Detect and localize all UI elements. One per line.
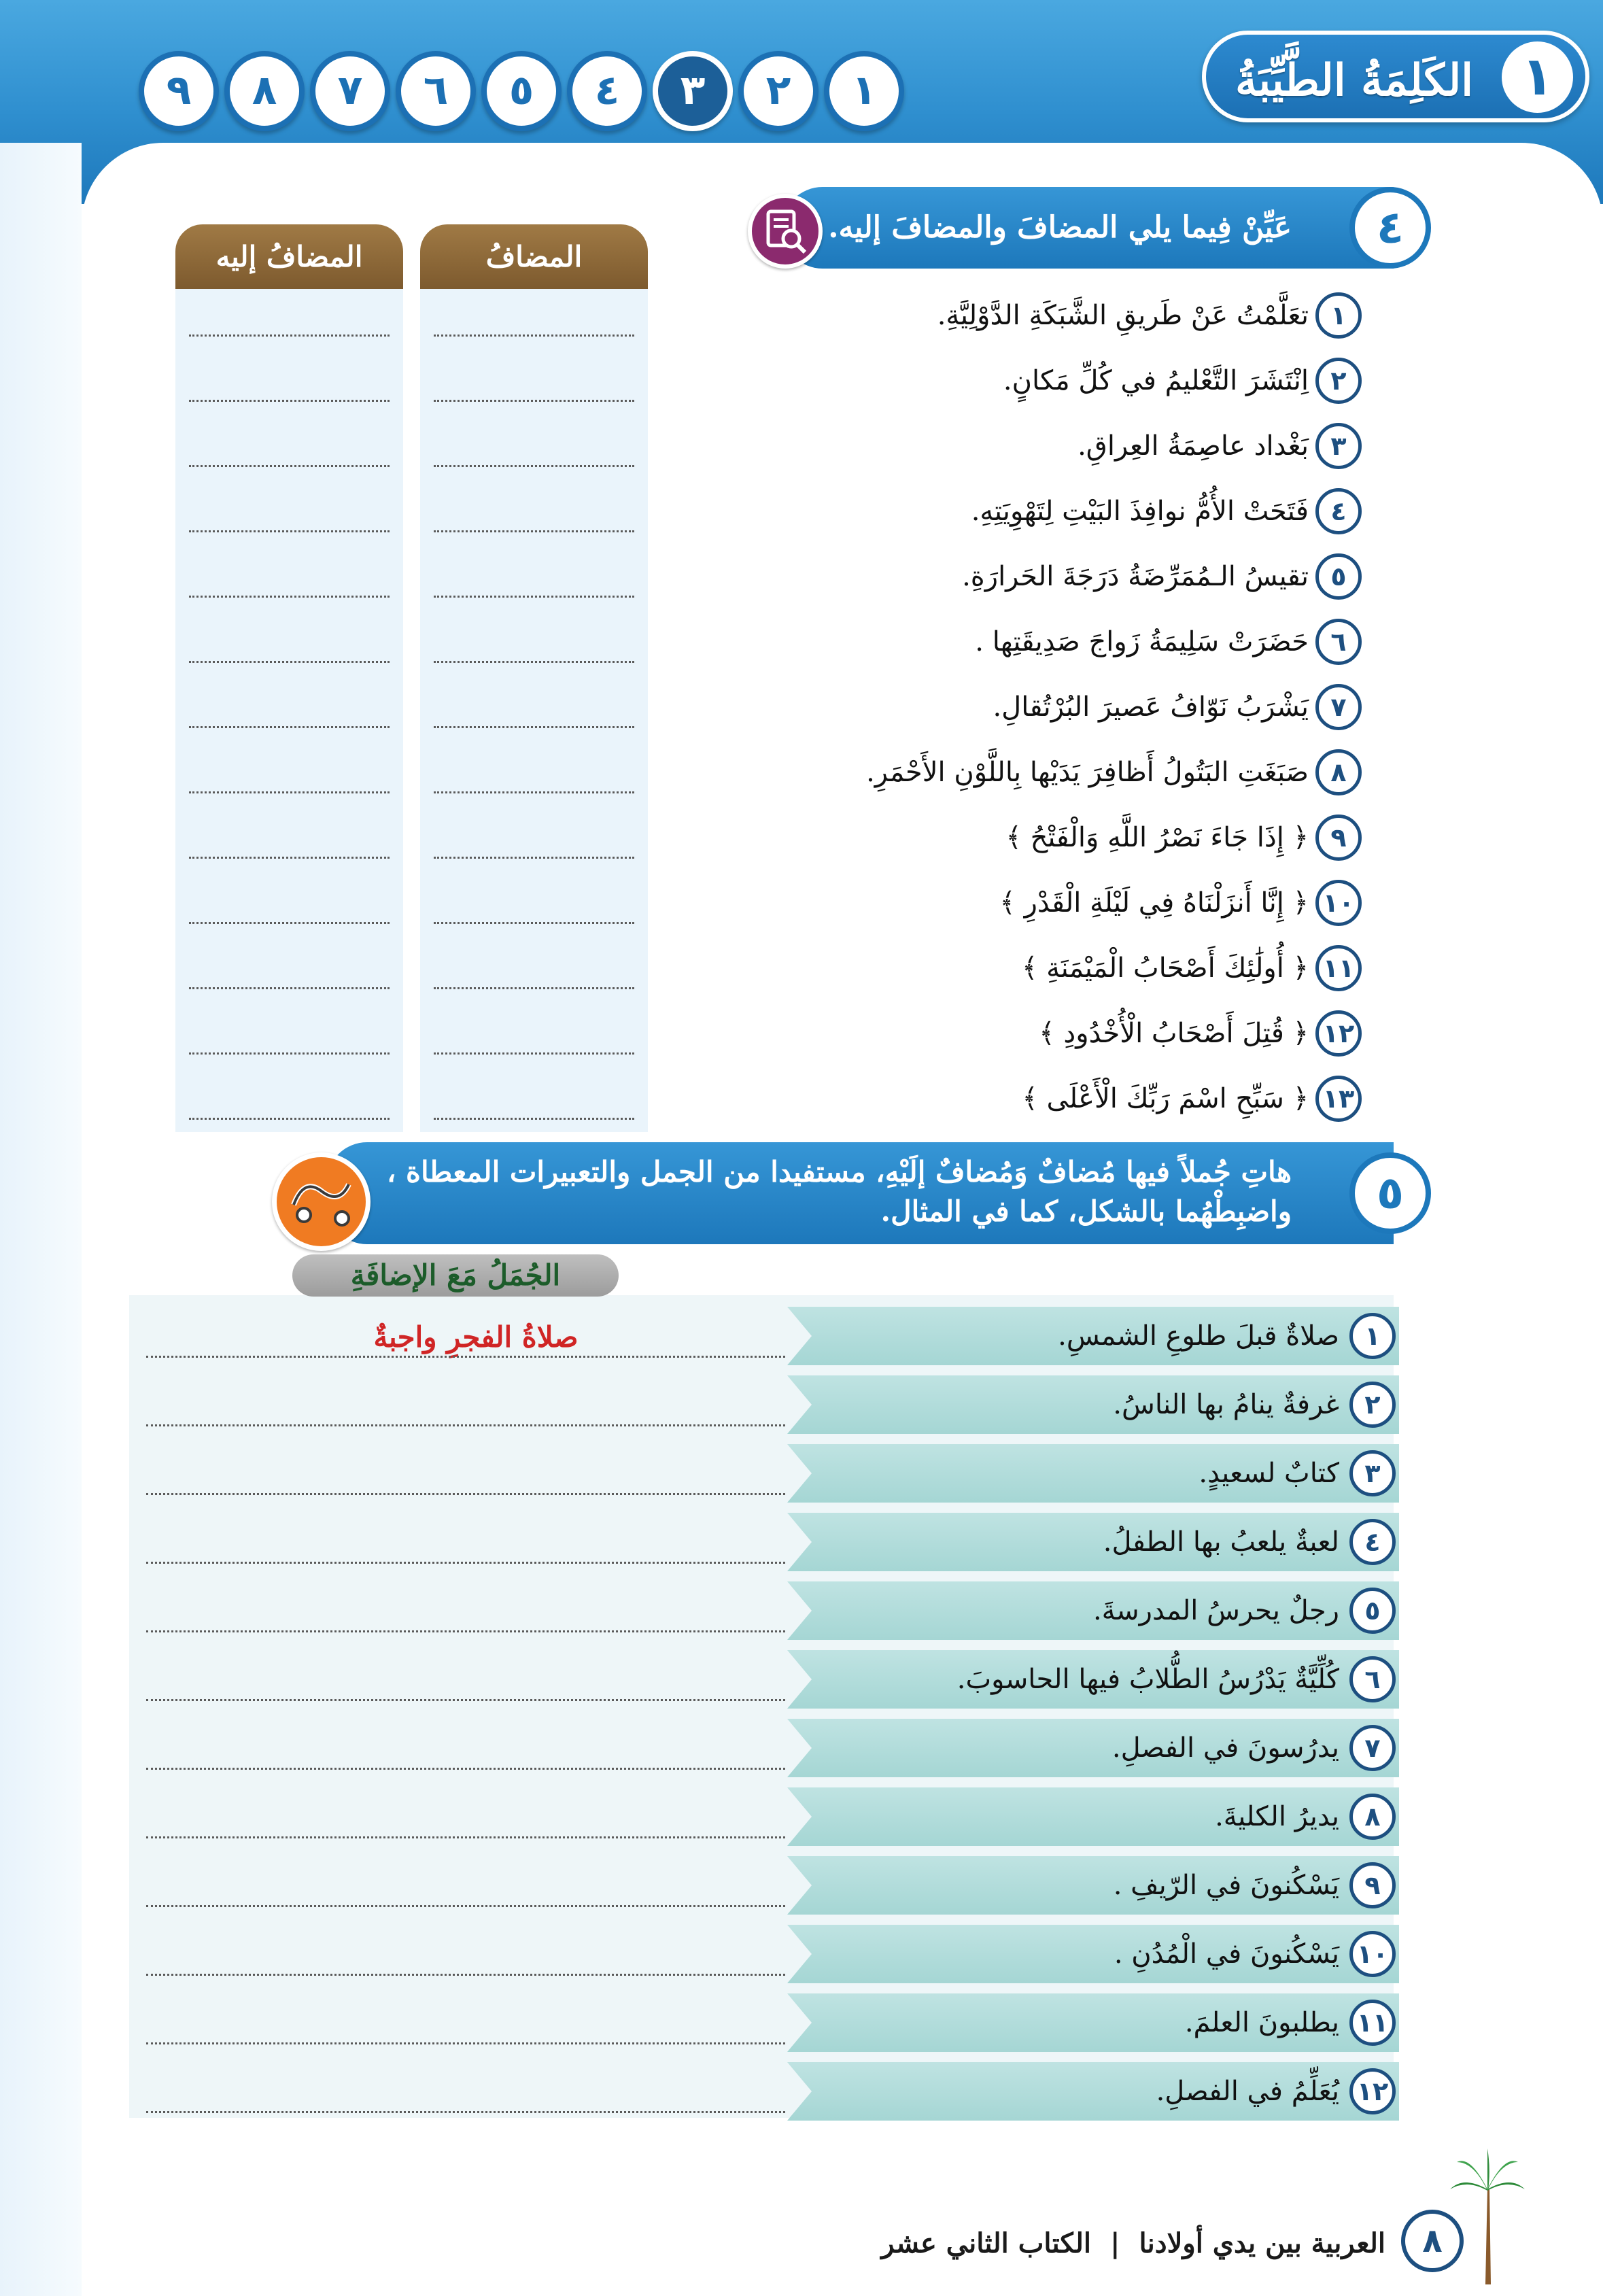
answer-dotted-line[interactable] xyxy=(189,922,390,924)
exercise5-item-number: ٥ xyxy=(1349,1588,1396,1634)
exercise4-item-number: ٧ xyxy=(1315,684,1362,730)
exercise4-item-text: فَتَحَتْ الأُمُّ نوافِذَ البَيْتِ لِتَهْوِيَتِهِ. xyxy=(971,496,1309,527)
exercise5-item-text: صلاةٌ قبلَ طلوعِ الشمسِ. xyxy=(1058,1320,1339,1352)
exercise5-item-text: غرفةٌ ينامُ بها الناسُ. xyxy=(1113,1389,1339,1420)
answer-dotted-line[interactable] xyxy=(189,1118,390,1120)
mudaf-header: المضافُ xyxy=(420,224,648,289)
footer-separator: | xyxy=(1109,2227,1120,2259)
palm-tree-icon xyxy=(1450,2148,1525,2284)
lesson-title: الكَلِمَةُ الطَّيِّبَةُ xyxy=(1235,55,1474,106)
lesson-number: ١ xyxy=(1502,41,1573,113)
answer-dotted-line[interactable] xyxy=(146,1974,785,1976)
exercise5-item-number: ٤ xyxy=(1349,1519,1396,1565)
exercise4-item-number: ٦ xyxy=(1315,619,1362,665)
answer-dotted-line[interactable] xyxy=(146,1768,785,1770)
exercise5-bar xyxy=(326,1142,1394,1244)
answer-dotted-line[interactable] xyxy=(146,1356,785,1358)
tab-2[interactable]: ٢ xyxy=(738,51,818,131)
answer-dotted-line[interactable] xyxy=(189,1052,390,1055)
page-number: ٨ xyxy=(1401,2210,1464,2272)
answer-dotted-line[interactable] xyxy=(146,1905,785,1907)
exercise4-item-text: اِنْتَشَرَ التَّعْليمُ في كُلِّ مَكانٍ. xyxy=(1003,365,1309,396)
exercise5-item-number: ١٠ xyxy=(1349,1931,1396,1977)
exercise4-item-number: ٢ xyxy=(1315,358,1362,404)
exercise5-item-text: كُلِّيَّةٌ يَدْرُسُ الطُّلابُ فيها الحاسوبَ. xyxy=(956,1664,1339,1695)
exercise4-item-text: ﴿ قُتِلَ أَصْحَابُ الْأُخْدُودِ ﴾ xyxy=(1039,1018,1309,1049)
answer-dotted-line[interactable] xyxy=(434,987,634,989)
book-part: الكتاب الثاني عشر xyxy=(881,2227,1091,2259)
answer-dotted-line[interactable] xyxy=(434,465,634,467)
lesson-tabs xyxy=(122,51,904,133)
tab-9[interactable]: ٩ xyxy=(139,51,219,131)
exercise5-item-number: ٩ xyxy=(1349,1862,1396,1908)
answer-dotted-line[interactable] xyxy=(189,661,390,663)
exercise4-item-text: ﴿ إِذَا جَاءَ نَصْرُ اللَّهِ وَالْفَتْحُ ﴾ xyxy=(1005,822,1309,853)
mudaf-ilayh-column xyxy=(175,289,403,1132)
answer-dotted-line[interactable] xyxy=(146,1699,785,1701)
tab-1[interactable]: ١ xyxy=(824,51,904,131)
tab-3[interactable]: ٣ xyxy=(653,51,733,131)
exercise5-item-text: يَسْكُنونَ في الرّيفِ . xyxy=(1113,1870,1339,1901)
answer-dotted-line[interactable] xyxy=(189,857,390,859)
exercise5-item-text: رجلٌ يحرسُ المدرسةَ. xyxy=(1092,1595,1339,1626)
lesson-badge xyxy=(1202,31,1589,122)
answer-dotted-line[interactable] xyxy=(434,400,634,402)
tab-5[interactable]: ٥ xyxy=(481,51,562,131)
answer-dotted-line[interactable] xyxy=(434,596,634,598)
answer-dotted-line[interactable] xyxy=(146,2042,785,2044)
answer-dotted-line[interactable] xyxy=(434,726,634,728)
exercise5-item-number: ٨ xyxy=(1349,1794,1396,1840)
exercise5-item-number: ٣ xyxy=(1349,1450,1396,1496)
answer-dotted-line[interactable] xyxy=(434,335,634,337)
answer-column-label: الجُمَلُ مَعَ الإضافَةِ xyxy=(292,1254,619,1297)
exercise4-instruction: عَيِّنْ فِيما يلي المضافَ والمضافَ إليه. xyxy=(828,210,1292,245)
exercise4-item-text: تقيسُ الـمُمَرِّضَةُ دَرَجَةَ الحَرارَةِ. xyxy=(962,561,1309,592)
exercise4-item-text: صَبَغَتِ البَتُولُ أَظافِرَ يَدَيْها بِاللَّوْنِ الأَحْمَرِ. xyxy=(866,757,1309,788)
exercise4-item-number: ١٢ xyxy=(1315,1010,1362,1057)
answer-dotted-line[interactable] xyxy=(146,1836,785,1838)
exercise4-item-number: ٤ xyxy=(1315,488,1362,534)
exercise5-item-text: يُعَلِّمُ في الفصلِ. xyxy=(1156,2076,1339,2107)
answer-dotted-line[interactable] xyxy=(434,1118,634,1120)
answer-dotted-line[interactable] xyxy=(146,2111,785,2113)
answer-dotted-line[interactable] xyxy=(189,596,390,598)
exercise5-instruction-line2: واضبِطْهُما بالشكل، كما في المثال. xyxy=(880,1195,1292,1228)
exercise4-number: ٤ xyxy=(1349,187,1431,269)
answer-dotted-line[interactable] xyxy=(434,530,634,532)
exercise4-bar xyxy=(782,187,1394,269)
tab-7[interactable]: ٧ xyxy=(310,51,390,131)
tab-6[interactable]: ٦ xyxy=(396,51,476,131)
answer-dotted-line[interactable] xyxy=(189,726,390,728)
exercise4-item-number: ١٠ xyxy=(1315,880,1362,926)
exercise5-item-number: ١٢ xyxy=(1349,2068,1396,2114)
exercise4-item-number: ١١ xyxy=(1315,945,1362,991)
answer-dotted-line[interactable] xyxy=(189,530,390,532)
answer-dotted-line[interactable] xyxy=(189,400,390,402)
answer-dotted-line[interactable] xyxy=(189,465,390,467)
answer-dotted-line[interactable] xyxy=(146,1493,785,1495)
exercise5-item-text: يديرُ الكليةَ. xyxy=(1215,1801,1339,1832)
answer-dotted-line[interactable] xyxy=(434,791,634,793)
left-margin-strip xyxy=(0,143,82,2296)
exercise4-item-number: ٩ xyxy=(1315,815,1362,861)
exercise4-item-number: ١٣ xyxy=(1315,1076,1362,1122)
answer-dotted-line[interactable] xyxy=(189,791,390,793)
exercise4-item-text: تعَلَّمْتُ عَنْ طَريقِ الشَّبَكَةِ الدَّوْلِيَّةِ. xyxy=(937,300,1309,331)
exercise5-item-number: ٦ xyxy=(1349,1656,1396,1702)
exercise4-item-text: ﴿ إِنَّا أَنزَلْنَاهُ فِي لَيْلَةِ الْقَدْرِ ﴾ xyxy=(999,887,1309,919)
exercise4-item-text: حَضَرَتْ سَلِيمَةُ زَواجَ صَدِيقَتِها . xyxy=(975,626,1309,657)
answer-dotted-line[interactable] xyxy=(146,1424,785,1426)
exercise5-item-number: ١١ xyxy=(1349,2000,1396,2046)
exercise5-item-text: يطلبونَ العلمَ. xyxy=(1184,2007,1339,2038)
exercise5-instruction-line1: هاتِ جُملاً فيها مُضافٌ وَمُضافٌ إلَيْهِ، مستفيدا من الجمل والتعبيرات المعطاة ، xyxy=(386,1155,1292,1188)
answer-dotted-line[interactable] xyxy=(189,335,390,337)
mudaf-ilayh-header: المضافُ إليه xyxy=(175,224,403,289)
answer-dotted-line[interactable] xyxy=(434,857,634,859)
rope-knot-icon xyxy=(272,1152,370,1251)
answer-dotted-line[interactable] xyxy=(434,922,634,924)
exercise4-item-number: ٥ xyxy=(1315,553,1362,600)
exercise5-number: ٥ xyxy=(1349,1152,1431,1234)
footer-book-info xyxy=(881,2216,1385,2271)
answer-dotted-line[interactable] xyxy=(146,1562,785,1564)
answer-dotted-line[interactable] xyxy=(434,1052,634,1055)
exercise5-item-text: يدرُسونَ في الفصلِ. xyxy=(1111,1732,1339,1764)
exercise4-item-number: ٨ xyxy=(1315,749,1362,795)
exercise4-item-text: ﴿ سَبِّحِ اسْمَ رَبِّكَ الْأَعْلَى ﴾ xyxy=(1022,1083,1309,1114)
exercise4-item-text: بَغْداد عاصِمَةُ العِراقِ. xyxy=(1078,430,1309,462)
exercise4-item-text: ﴿ أُولَٰئِكَ أَصْحَابُ الْمَيْمَنَةِ ﴾ xyxy=(1021,953,1309,984)
exercise5-item-text: كتابٌ لسعيدٍ. xyxy=(1199,1458,1339,1489)
exercise5-item-number: ١ xyxy=(1349,1313,1396,1359)
tab-8[interactable]: ٨ xyxy=(224,51,305,131)
example-answer: صلاةُ الفجرِ واجبةٌ xyxy=(373,1320,579,1354)
book-title: العربية بين يدي أولادنا xyxy=(1139,2227,1385,2259)
magnifier-document-icon xyxy=(748,194,823,269)
answer-dotted-line[interactable] xyxy=(434,661,634,663)
exercise5-item-text: لعبةٌ يلعبُ بها الطفلُ. xyxy=(1103,1526,1339,1558)
answer-dotted-line[interactable] xyxy=(189,987,390,989)
mudaf-column xyxy=(420,289,648,1132)
tab-4[interactable]: ٤ xyxy=(567,51,647,131)
exercise5-item-number: ٢ xyxy=(1349,1382,1396,1428)
exercise4-item-number: ١ xyxy=(1315,292,1362,339)
answer-dotted-line[interactable] xyxy=(146,1630,785,1632)
exercise4-item-text: يَشْرَبُ نَوّافُ عَصيرَ البُرْتُقالِ. xyxy=(993,691,1309,723)
exercise5-item-number: ٧ xyxy=(1349,1725,1396,1771)
exercise5-item-text: يَسْكُنونَ في الْمُدُنِ . xyxy=(1114,1938,1339,1970)
exercise4-item-number: ٣ xyxy=(1315,423,1362,469)
